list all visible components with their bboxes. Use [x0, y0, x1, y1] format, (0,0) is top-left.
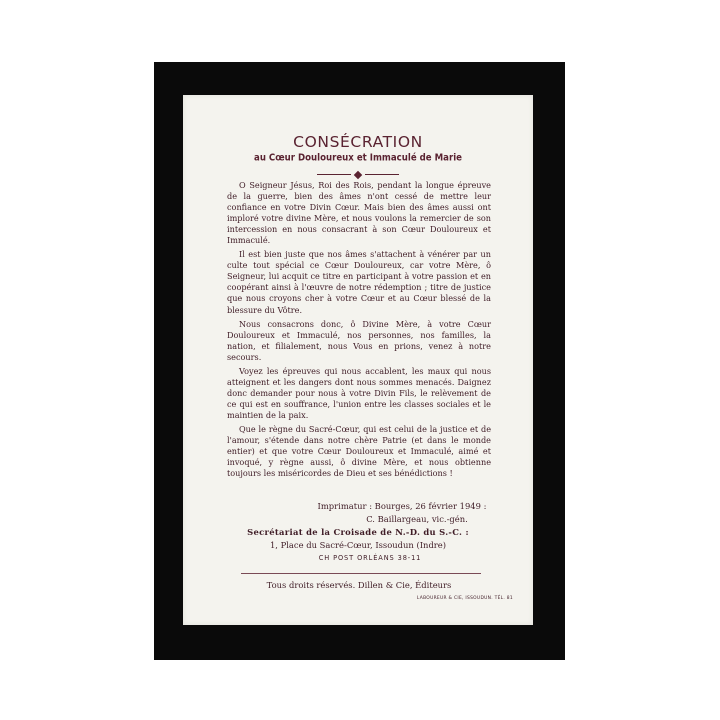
divider-ornament — [317, 172, 399, 178]
card-title: CONSÉCRATION — [293, 133, 423, 151]
secretariat-line: Secrétariat de la Croisade de N.-D. du S.-C. : — [247, 527, 469, 537]
prayer-paragraph: O Seigneur Jésus, Roi des Rois, pendant la longue épreuve de la guerre, bien des âmes n'ont cessé de mettre leur confiance en votre Divin Cœur. Mais bien des âmes aussi ont imploré votre divine Mère, et nous voulons la remercier de son intercession en nous consacrant à son Cœur Douloureux et Immaculé. — [227, 180, 491, 246]
rights-footer: Tous droits réservés. Dillen & Cie, Éditeurs — [266, 580, 452, 590]
prayer-paragraph: Que le règne du Sacré-Cœur, qui est celui de la justice et de l'amour, s'étende dans notre chère Patrie (et dans le monde entier) et que votre Cœur Douloureux et Immaculé, aimé et invoqué, y règne aussi, ô divine Mère, et nous obtienne toujours les miséricordes de Dieu et ses bénédictions ! — [227, 423, 491, 479]
prayer-paragraph: Voyez les épreuves qui nous accablent, les maux qui nous atteignent et les dangers dont nous sommes menacés. Daignez donc demander pour nous à votre Divin Fils, le relèvement de ce qui est en souffrance, l'union entre les classes sociales et le maintien de la paix. — [227, 365, 491, 420]
prayer-paragraph: Nous consacrons donc, ô Divine Mère, à votre Cœur Douloureux et Immaculé, nos personnes, nos familles, la nation, et filialement, nous Vous en prions, venez à notre secours. — [227, 318, 491, 362]
footer-rule — [241, 573, 481, 574]
prayer-card — [183, 95, 533, 625]
card-subtitle: au Cœur Douloureux et Immaculé de Marie — [254, 152, 462, 164]
address-line: 1, Place du Sacré-Cœur, Issoudun (Indre) — [269, 540, 447, 550]
imprimatur-block — [183, 500, 533, 565]
prayer-paragraph: Il est bien juste que nos âmes s'attachent à vénérer par un culte tout spécial ce Cœur Douloureux, car votre Mère, ô Seigneur, lui acquit ce titre en participant à votre passion et en coopérant ainsi à l'œuvre de notre rédemption ; titre de justice que nous croyons cher à votre Cœur et au Cœur blessé de la blessure du Vôtre. — [227, 249, 491, 315]
printer-credit: LABOUREUR & CIE, ISSOUDUN. TÉL. 81 — [416, 596, 513, 601]
postal-account-line: CH POST ORLÉANS 38-11 — [318, 554, 422, 562]
vicar-general-line: C. Baillargeau, vic.-gén. — [366, 514, 468, 524]
prayer-text — [227, 180, 491, 482]
imprimatur-line: Imprimatur : Bourges, 26 février 1949 : — [317, 501, 487, 511]
